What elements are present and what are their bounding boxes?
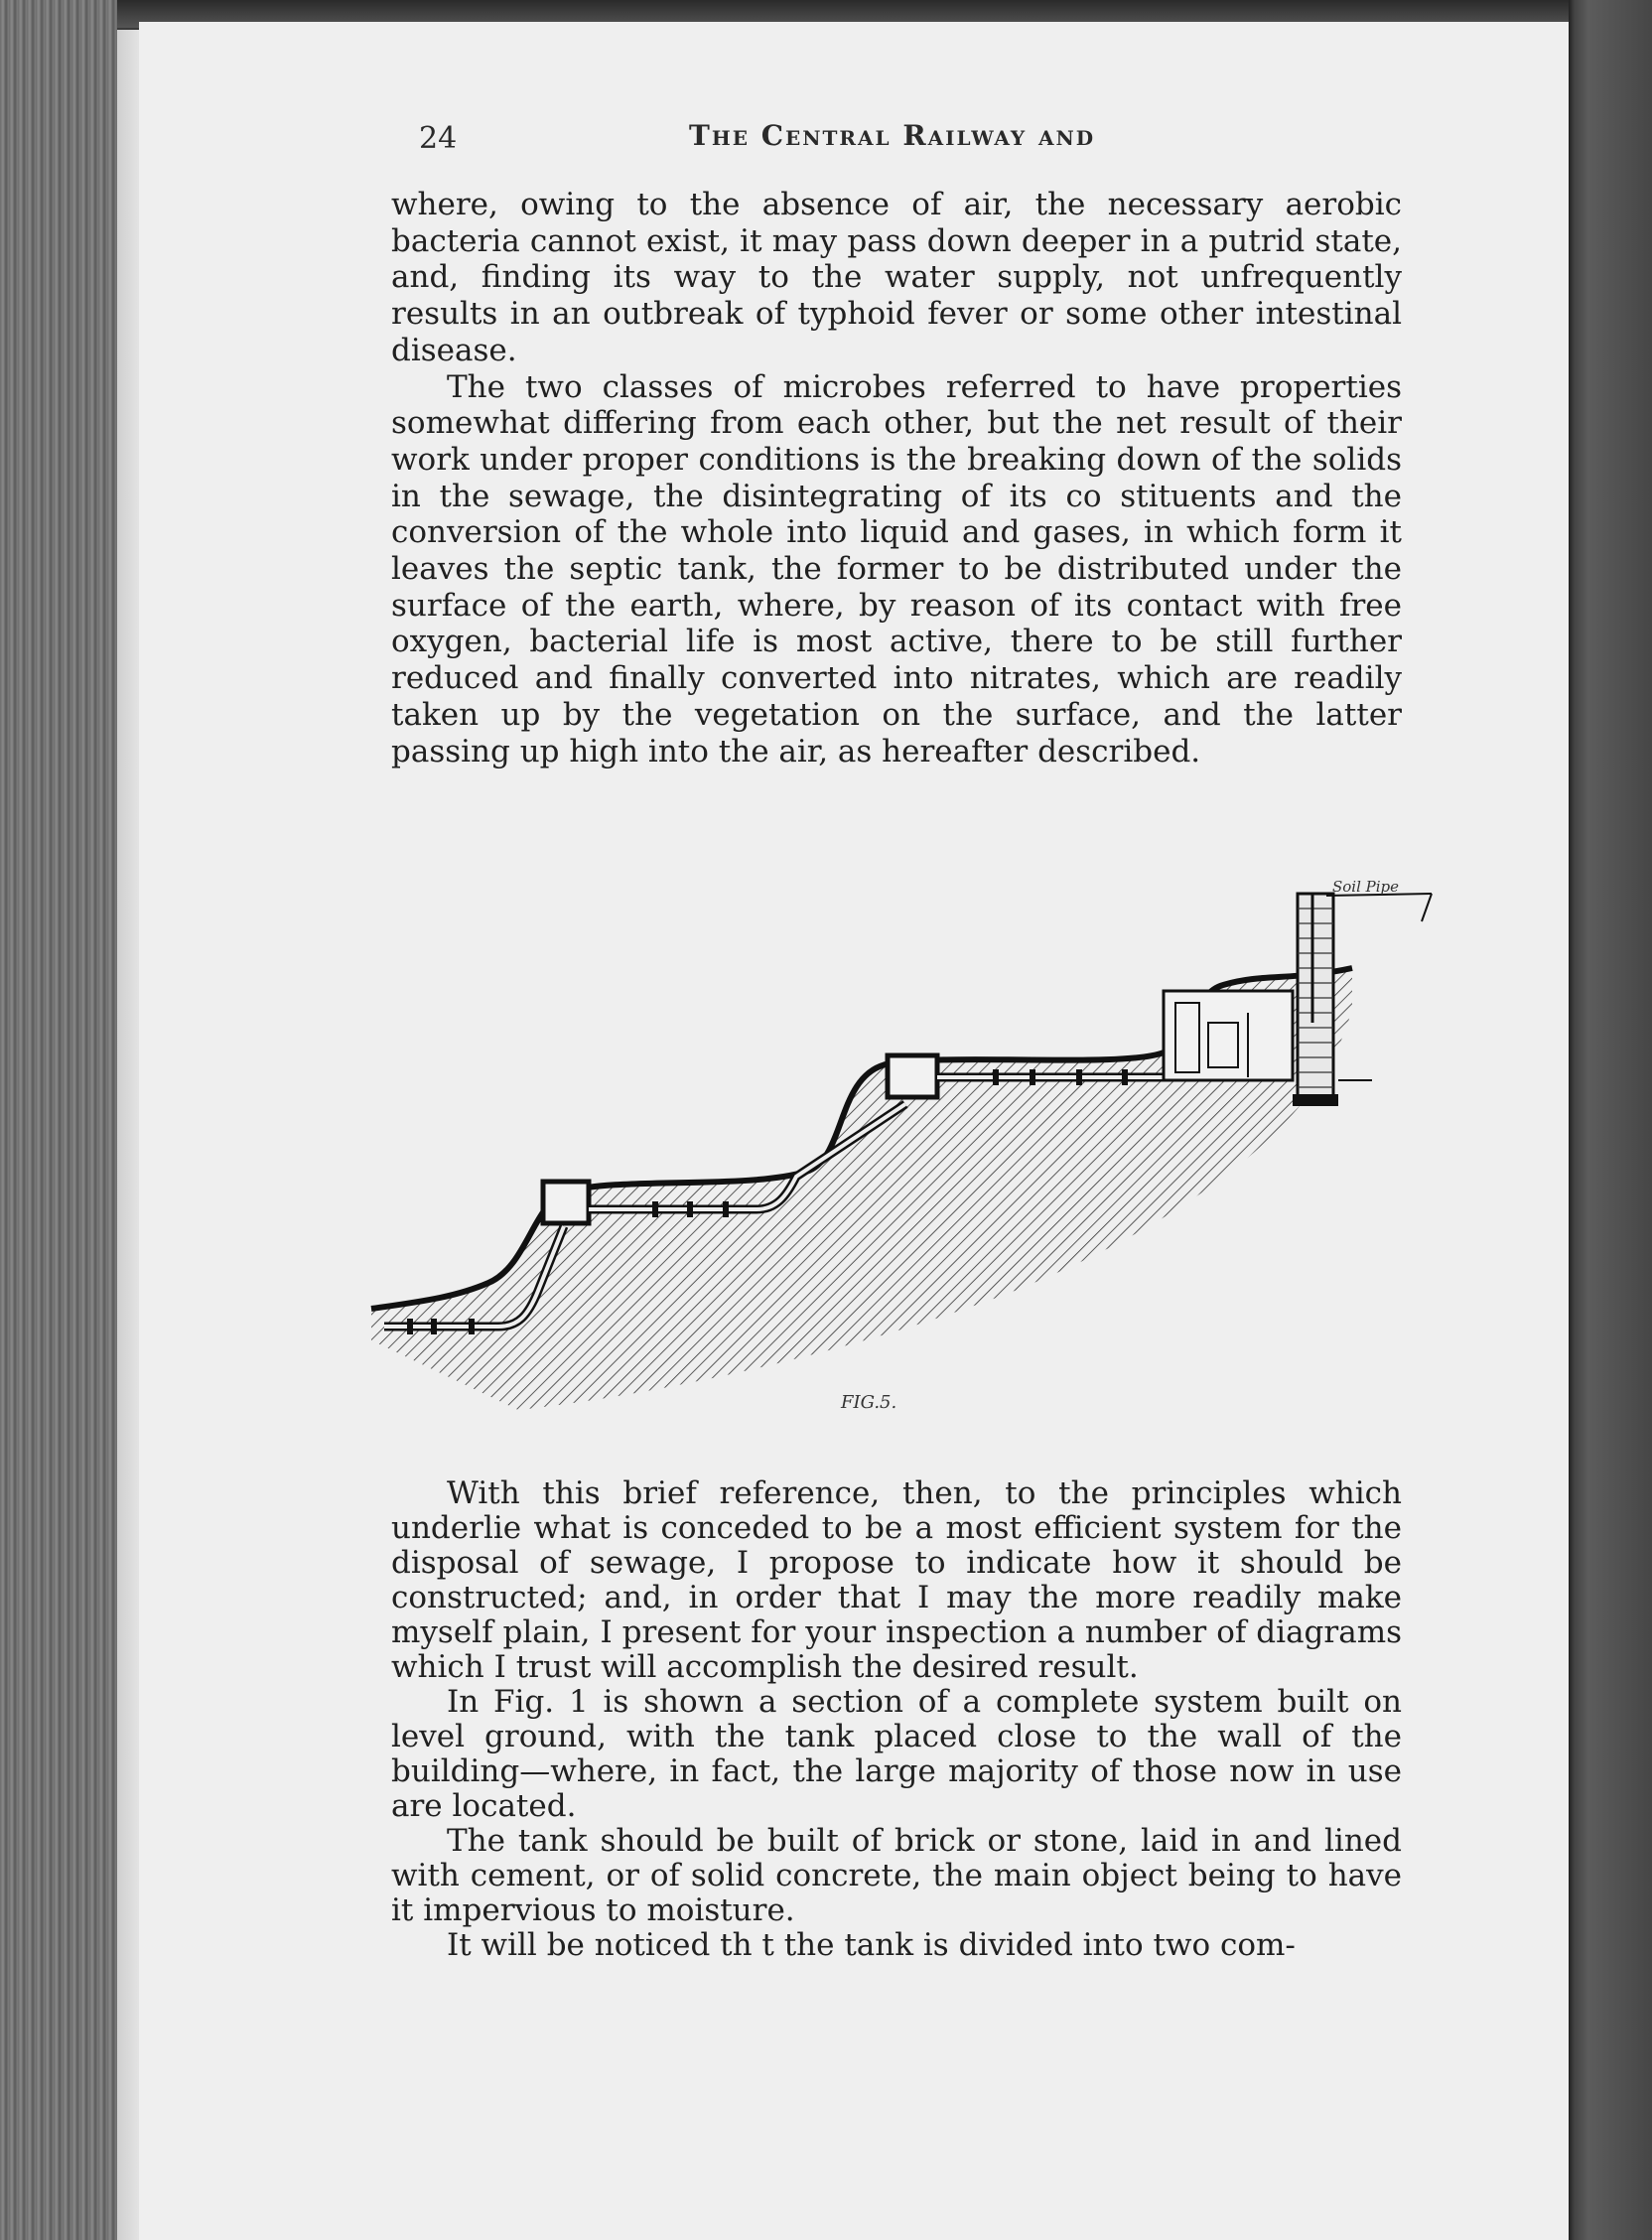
scan-right-edge <box>1569 0 1652 2240</box>
lower-tank <box>543 1182 589 1223</box>
sewage-system-figure <box>369 874 1442 1440</box>
paragraph: With this brief reference, then, to the principles which underlie what is conceded to be a most efficient system for the disposal of sewage, I propose to indicate how it should be constructed; and, in order that I may the more readily make myself plain, I present for your inspection a number of diagrams which I trust will accomplish the desired result. <box>391 1475 1402 1685</box>
paragraph: where, owing to the absence of air, the necessary aerobic bacteria cannot exist, it may pass down deeper in a putrid state, and, finding its way to the water supply, not unfrequently results in an outbreak of typhoid fever or some other intestinal disease. <box>391 187 1402 368</box>
paragraph: The tank should be built of brick or stone, laid in and lined with cement, or of solid concrete, the main object being to have it impervious to moisture. <box>391 1823 1402 1928</box>
paragraph: The two classes of microbes referred to have properties somewhat differing from each other, but the net result of their work under proper conditions is the breaking down of the solids in the sewage, the disintegrating of its co stituents and the conversion of the whole into liquid and gases, in which form it leaves the septic tank, the former to be distributed under the surface of the earth, where, by reason of its contact with free oxygen, bacterial life is most active, there to be still further reduced and finally converted into nitrates, which are readily taken up by the vegetation on the surface, and the latter passing up high into the air, as hereafter described. <box>391 368 1402 770</box>
paragraph: In Fig. 1 is shown a section of a complete system built on level ground, with the tank placed close to the wall of the building—where, in fact, the large majority of those now in use are located. <box>391 1684 1402 1824</box>
figure-label: FIG.5. <box>841 1392 897 1413</box>
middle-tank <box>888 1055 937 1097</box>
book-spine-edge <box>0 0 117 2240</box>
running-head: The Central Railway and <box>689 119 1096 152</box>
page-number: 24 <box>419 121 458 156</box>
paragraph: It will be noticed th t the tank is divided into two com- <box>447 1927 1296 1963</box>
soil-pipe-annotation: Soil Pipe <box>1332 878 1400 896</box>
body-text-bottom <box>391 1476 1402 1963</box>
body-text-top <box>391 187 1402 770</box>
